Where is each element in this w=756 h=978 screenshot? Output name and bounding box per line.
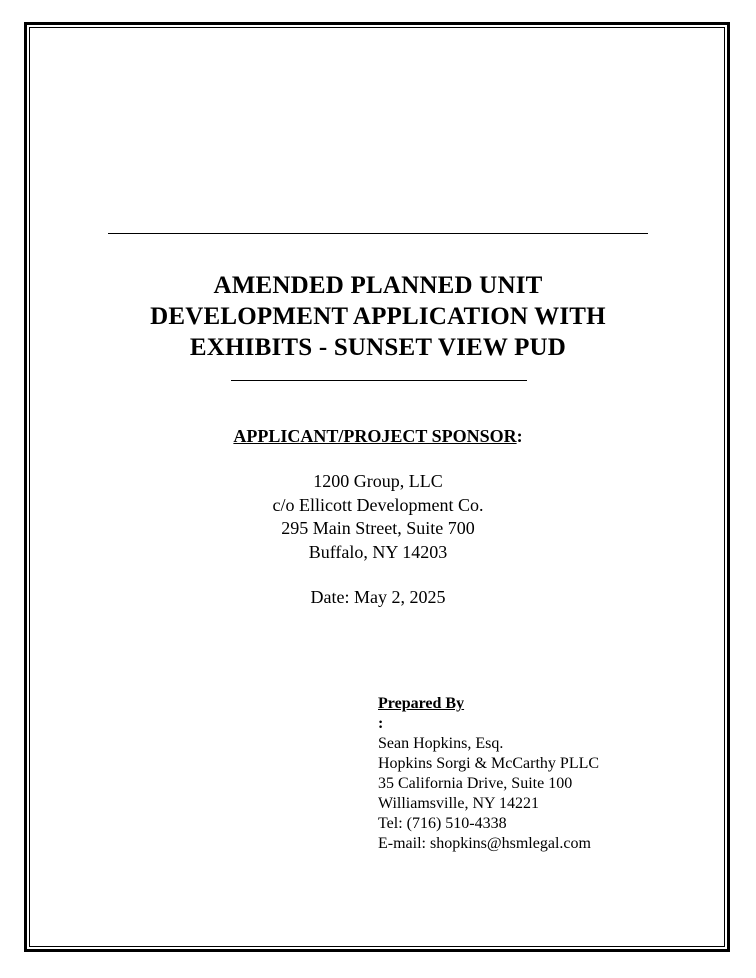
prepared-by-heading-colon: :: [378, 715, 384, 732]
sponsor-line-city: Buffalo, NY 14203: [308, 541, 448, 562]
preparer-phone: Tel: (716) 510-4338: [378, 815, 507, 832]
document-title: [100, 270, 656, 363]
title-line-2: DEVELOPMENT APPLICATION WITH: [150, 303, 606, 330]
title-line-1: AMENDED PLANNED UNIT: [213, 272, 543, 299]
prepared-by-heading-text: Prepared By: [378, 695, 465, 712]
preparer-street: 35 California Drive, Suite 100: [378, 775, 573, 792]
prepared-by-block: [378, 694, 708, 854]
title-rule-bottom: [231, 380, 527, 381]
sponsor-heading-colon: :: [516, 426, 523, 446]
preparer-email: E-mail: shopkins@hsmlegal.com: [378, 835, 591, 852]
sponsor-address: [100, 470, 656, 564]
title-line-3: EXHIBITS - SUNSET VIEW PUD: [189, 334, 567, 361]
document-date: Date: May 2, 2025: [310, 587, 446, 607]
sponsor-heading-text: APPLICANT/PROJECT SPONSOR: [233, 426, 517, 446]
preparer-city: Williamsville, NY 14221: [378, 795, 539, 812]
preparer-firm: Hopkins Sorgi & McCarthy PLLC: [378, 755, 600, 772]
sponsor-heading: [100, 425, 656, 447]
sponsor-line-street: 295 Main Street, Suite 700: [281, 518, 475, 538]
preparer-name: Sean Hopkins, Esq.: [378, 735, 504, 752]
sponsor-line-care-of: c/o Ellicott Development Co.: [272, 494, 484, 515]
sponsor-line-company: 1200 Group, LLC: [313, 471, 443, 491]
title-rule-top: [108, 233, 648, 234]
prepared-by-heading: [378, 694, 708, 734]
